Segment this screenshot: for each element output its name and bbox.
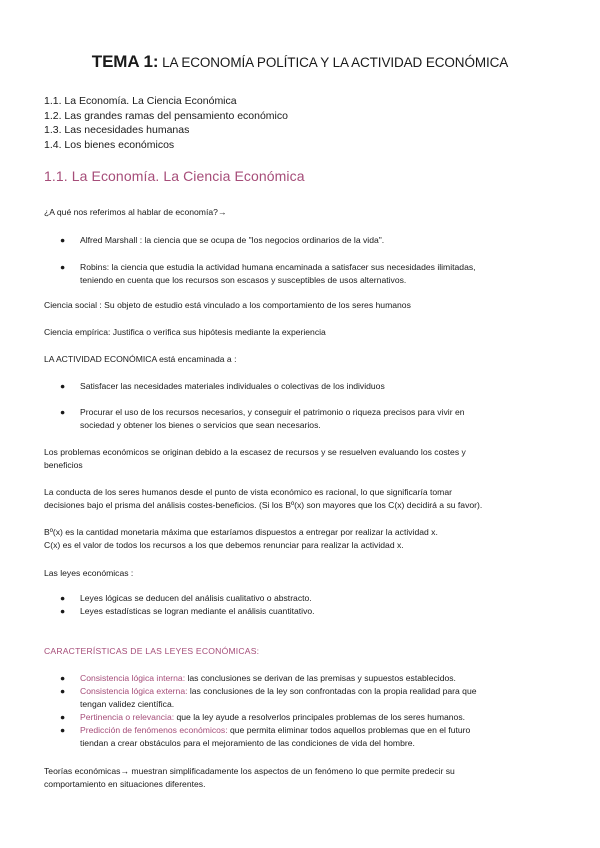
bullet-icon: ● xyxy=(60,725,66,735)
section-heading: 1.1. La Economía. La Ciencia Económica xyxy=(44,168,305,184)
definition-robins-line2: teniendo en cuenta que los recursos son escasos y susceptibles de usos alternativos. xyxy=(80,275,407,285)
caracteristicas-heading: CARACTERÍSTICAS DE LAS LEYES ECONÓMICAS: xyxy=(44,646,260,656)
document-title xyxy=(0,52,600,72)
toc-item: 1.4. Los bienes económicos xyxy=(44,138,175,151)
table-of-contents xyxy=(44,94,288,152)
actividad-item: Satisfacer las necesidades materiales individuales o colectivas de los individuos xyxy=(80,381,385,391)
bullet-icon: ● xyxy=(60,381,66,391)
term-text-line2: tengan validez científica. xyxy=(80,699,175,709)
toc-item: 1.2. Las grandes ramas del pensamiento económico xyxy=(44,109,288,122)
term-text-line2: tiendan a crear obstáculos para el mejoramiento de las condiciones de vida del hombre. xyxy=(80,738,415,748)
term-text: las conclusiones de la ley son confrontadas con la propia realidad para que xyxy=(187,686,477,696)
bullet-icon: ● xyxy=(60,673,66,683)
bx-definition: Bº(x) es la cantidad monetaria máxima que estaríamos dispuestos a entregar por realizar la actividad x. xyxy=(44,527,438,537)
term-text: que permita eliminar todos aquellos problemas que en el futuro xyxy=(227,725,471,735)
term-highlight: Consistencia lógica externa: xyxy=(80,686,188,696)
leyes-intro: Las leyes económicas : xyxy=(44,568,134,578)
definition-marshall: Alfred Marshall : la ciencia que se ocupa de "los negocios ordinarios de la vida". xyxy=(80,235,385,245)
actividad-item-line1: Procurar el uso de los recursos necesarios, y conseguir el patrimonio o riqueza precisos para vivir en xyxy=(80,407,465,417)
cx-definition: C(x) es el valor de todos los recursos a los que debemos renunciar para realizar la actividad x. xyxy=(44,540,404,550)
question-intro: ¿A qué nos referimos al hablar de economía?→ xyxy=(44,207,227,217)
problemas-line2: beneficios xyxy=(44,460,83,470)
bullet-icon: ● xyxy=(60,686,66,696)
ciencia-empirica: Ciencia empírica: Justifica o verifica sus hipótesis mediante la experiencia xyxy=(44,327,326,337)
toc-item: 1.1. La Economía. La Ciencia Económica xyxy=(44,95,237,107)
ciencia-social: Ciencia social : Su objeto de estudio está vinculado a los comportamiento de los seres humanos xyxy=(44,300,411,310)
bullet-icon: ● xyxy=(60,606,66,616)
bullet-icon: ● xyxy=(60,712,66,722)
bullet-icon: ● xyxy=(60,235,66,245)
conducta-line1: La conducta de los seres humanos desde el punto de vista económico es racional, lo que significaría tomar xyxy=(44,487,452,497)
bullet-icon: ● xyxy=(60,593,66,603)
teorias-line1: Teorías económicas→ muestran simplificadamente los aspectos de un fenómeno lo que permite predecir su xyxy=(44,766,455,776)
definition-robins-line1: Robins: la ciencia que estudia la actividad humana encaminada a satisfacer sus necesidades ilimitadas, xyxy=(80,262,476,272)
actividad-item-line2: sociedad y obtener los bienes o servicios que sean necesarios. xyxy=(80,420,321,430)
ley-item: Leyes estadísticas se logran mediante el análisis cuantitativo. xyxy=(80,606,315,616)
toc-item: 1.3. Las necesidades humanas xyxy=(44,124,190,137)
bullet-icon: ● xyxy=(60,407,66,417)
problemas-line1: Los problemas económicos se originan debido a la escasez de recursos y se resuelven evaluando los costes y xyxy=(44,447,466,457)
term-highlight: Pertinencia o relevancia: xyxy=(80,712,175,722)
title-rest: LA ECONOMÍA POLÍTICA Y LA ACTIVIDAD ECONÓMICA xyxy=(158,55,509,70)
conducta-line2: decisiones bajo el prisma del análisis costes-beneficios. (Si los Bº(x) son mayores que los C(x) decidirá a su favor). xyxy=(44,500,483,510)
term-text: que la ley ayude a resolverlos principales problemas de los seres humanos. xyxy=(174,712,466,722)
term-highlight: Predicción de fenómenos económicos: xyxy=(80,725,228,735)
term-text: las conclusiones se derivan de las premisas y supuestos establecidos. xyxy=(185,673,456,683)
actividad-intro: LA ACTIVIDAD ECONÓMICA está encaminada a : xyxy=(44,354,237,364)
term-highlight: Consistencia lógica interna: xyxy=(80,673,186,683)
teorias-line2: comportamiento en situaciones diferentes. xyxy=(44,779,206,789)
bullet-icon: ● xyxy=(60,262,66,272)
title-bold: TEMA 1: xyxy=(91,52,159,71)
ley-item: Leyes lógicas se deducen del análisis cualitativo o abstracto. xyxy=(80,593,312,603)
